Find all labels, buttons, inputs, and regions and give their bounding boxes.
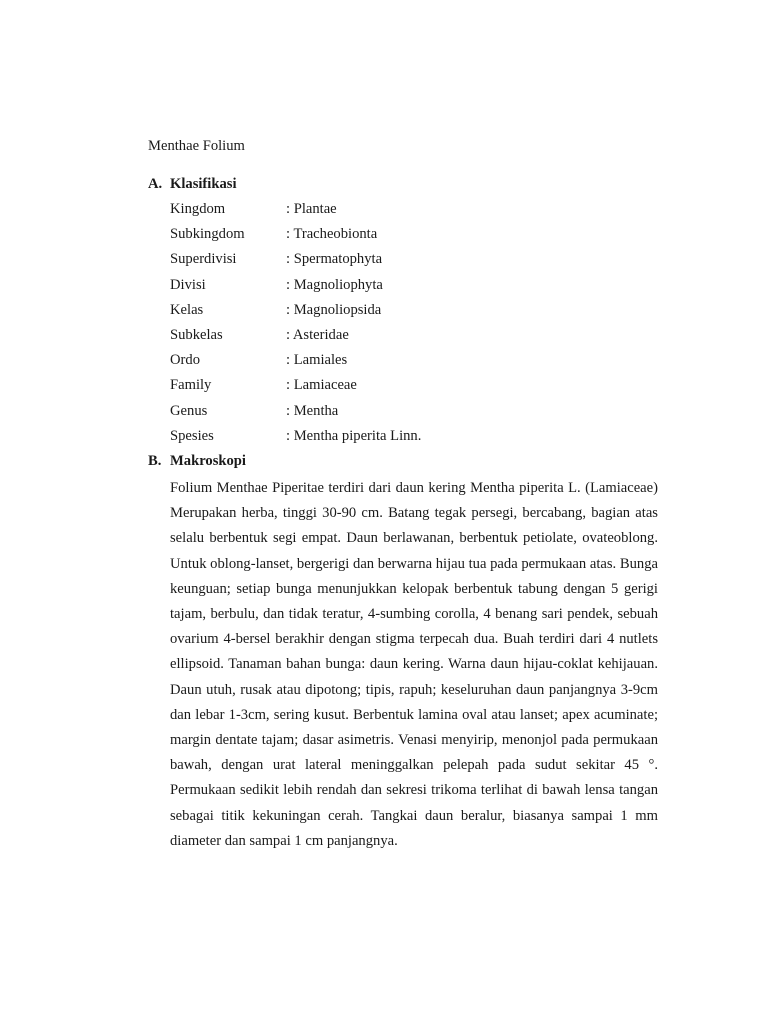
rank-value: : Magnoliopsida [286, 301, 382, 318]
table-row [170, 326, 421, 351]
section-heading-makroskopi [148, 452, 246, 470]
table-row [170, 427, 421, 452]
table-row [170, 301, 421, 326]
table-row [170, 250, 421, 275]
rank-label: Subkingdom [170, 226, 245, 243]
rank-label: Subkelas [170, 326, 223, 343]
rank-label: Genus [170, 402, 208, 419]
rank-value: : Plantae [286, 201, 337, 217]
rank-value: : Spermatophyta [286, 251, 383, 268]
rank-label: Ordo [170, 352, 200, 369]
rank-value: : Magnoliophyta [286, 276, 383, 293]
table-row [170, 351, 421, 376]
section-title: Klasifikasi [170, 176, 237, 192]
section-title: Makroskopi [170, 453, 246, 469]
table-row [170, 276, 421, 301]
makroskopi-paragraph: Folium Menthae Piperitae terdiri dari daun kering Mentha piperita L. (Lamiaceae) Merupakan herba, tinggi 30-90 cm. Batang tegak persegi, bercabang, bagian atas selalu berbentuk segi empat. Daun berlawanan, berbentuk petiolate, ovateoblong. Untuk oblong-lanset, bergerigi dan berwarna hijau tua pada permukaan atas. Bunga keunguan; setiap bunga menunjukkan kelopak berbentuk tabung dengan 5 gerigi tajam, berbulu, dan tidak teratur, 4-sumbing corolla, 4 benang sari pendek, sebuah ovarium 4-bersel berakhir dengan stigma terpecah dua. Buah terdiri dari 4 nutlets ellipsoid. Tanaman bahan bunga: daun kering. Warna daun hijau-coklat kehijauan. Daun utuh, rusak atau dipotong; tipis, rapuh; keseluruhan daun panjangnya 3-9cm dan lebar 1-3cm, sering kusut. Berbentuk lamina oval atau lanset; apex acuminate; margin dentate tajam; dasar asimetris. Venasi menyirip, menonjol pada permukaan bawah, dengan urat lateral meninggalkan pelepah pada sudut sekitar 45 °. Permukaan sedikit lebih rendah dan sekresi trikoma terlihat di bawah lensa tangan sebagai titik kekuningan cerah. Tangkai daun beralur, biasanya sampai 1 mm diameter dan sampai 1 cm panjangnya. [170, 480, 658, 849]
rank-label: Kingdom [170, 201, 226, 217]
section-letter: A. [148, 176, 163, 192]
rank-value: : Lamiaceae [286, 377, 357, 394]
classification-table [170, 200, 421, 452]
rank-value: : Mentha [286, 402, 339, 419]
table-row [170, 402, 421, 427]
table-row [170, 225, 421, 250]
rank-label: Divisi [170, 276, 206, 293]
rank-label: Kelas [170, 301, 204, 318]
document-title: Menthae Folium [148, 138, 245, 154]
rank-value: : Asteridae [286, 326, 349, 343]
section-letter: B. [148, 453, 162, 469]
rank-value: : Mentha piperita Linn. [286, 427, 422, 444]
table-row [170, 376, 421, 401]
rank-value: : Lamiales [286, 352, 348, 369]
section-heading-klasifikasi [148, 175, 237, 193]
rank-value: : Tracheobionta [286, 226, 378, 243]
rank-label: Family [170, 377, 212, 394]
table-row [170, 200, 421, 225]
rank-label: Spesies [170, 427, 214, 444]
rank-label: Superdivisi [170, 251, 237, 268]
